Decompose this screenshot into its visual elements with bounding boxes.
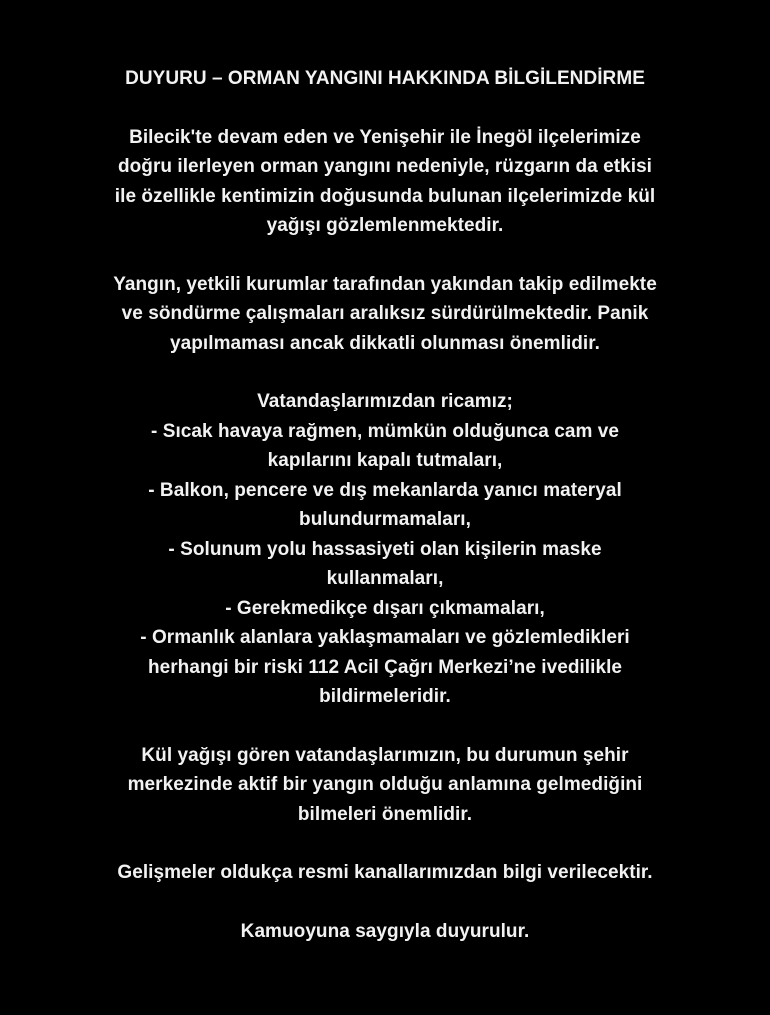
- paragraph-updates: [0, 858, 770, 888]
- text-line: Kamuoyuna saygıyla duyurulur.: [240, 920, 530, 942]
- request-item: kullanmaları,: [326, 568, 444, 589]
- text-line: Gelişmeler oldukça resmi kanallarımızdan bilgi verilecektir.: [117, 862, 653, 883]
- paragraph-ash-info: [0, 741, 770, 830]
- request-item: - Sıcak havaya rağmen, mümkün olduğunca cam ve: [151, 420, 619, 442]
- text-line: Yangın, yetkili kurumlar tarafından yakından takip edilmekte: [113, 273, 657, 295]
- closing-statement: [0, 917, 770, 947]
- paragraph-response: [0, 270, 770, 359]
- request-item: - Solunum yolu hassasiyeti olan kişilerin maske: [168, 538, 602, 560]
- request-item: kapılarını kapalı tutmaları,: [267, 450, 503, 471]
- text-line: doğru ilerleyen orman yangını nedeniyle, rüzgarın da etkisi: [117, 156, 653, 177]
- request-item: bulundurmamaları,: [299, 509, 471, 530]
- requests-heading: Vatandaşlarımızdan ricamız;: [257, 391, 513, 412]
- text-line: Bilecik'te devam eden ve Yenişehir ile İnegöl ilçelerimize: [129, 126, 641, 148]
- text-line: bilmeleri önemlidir.: [297, 803, 473, 825]
- title-line: DUYURU – ORMAN YANGINI HAKKINDA BİLGİLENDİRME: [125, 68, 645, 89]
- text-line: ile özellikle kentimizin doğusunda bulunan ilçelerimizde kül: [114, 185, 656, 207]
- request-item: - Balkon, pencere ve dış mekanlarda yanıcı materyal: [148, 479, 622, 501]
- text-line: ve söndürme çalışmaları aralıksız sürdürülmektedir. Panik: [121, 303, 649, 324]
- text-line: Kül yağışı gören vatandaşlarımızın, bu durumun şehir: [141, 744, 629, 766]
- text-line: merkezinde aktif bir yangın olduğu anlamına gelmediğini: [127, 774, 643, 795]
- request-item: - Gerekmedikçe dışarı çıkmamaları,: [225, 597, 545, 619]
- announcement: [0, 58, 770, 975]
- text-line: yapılmaması ancak dikkatli olunması önemlidir.: [170, 332, 600, 354]
- request-item: - Ormanlık alanlara yaklaşmamaları ve gözlemledikleri: [140, 627, 630, 648]
- announcement-title: [0, 64, 770, 94]
- paragraph-requests: [0, 387, 770, 712]
- text-line: yağışı gözlemlenmektedir.: [266, 215, 504, 236]
- request-item: herhangi bir riski 112 Acil Çağrı Merkezi’ne ivedilikle: [147, 656, 623, 678]
- paragraph-fire-status: [0, 123, 770, 241]
- request-item: bildirmeleridir.: [319, 686, 451, 707]
